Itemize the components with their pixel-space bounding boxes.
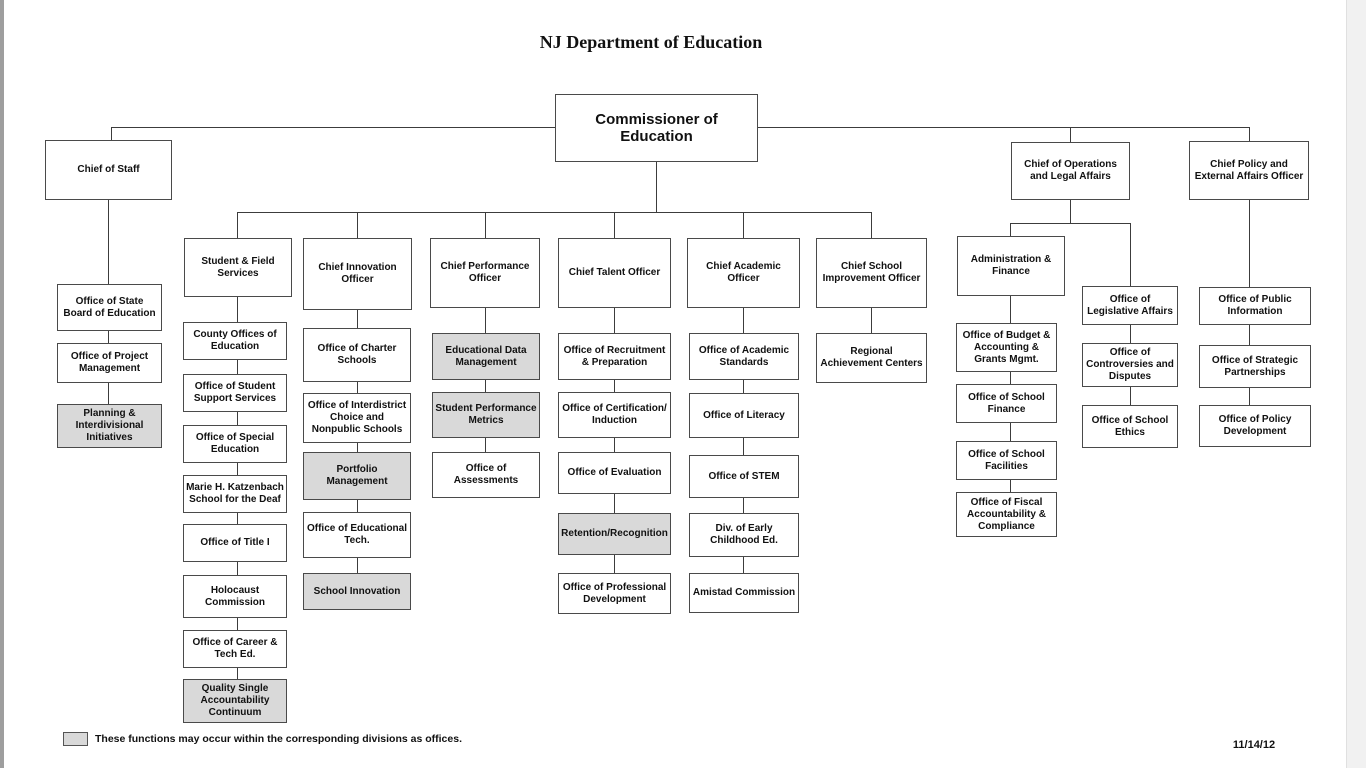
- connector-line: [1070, 200, 1071, 223]
- connector-line: [1010, 480, 1011, 492]
- org-box-school-ethics: Office of School Ethics: [1082, 405, 1178, 448]
- org-box-retention-recognition: Retention/Recognition: [558, 513, 671, 555]
- connector-line: [1010, 372, 1011, 384]
- org-box-career-tech: Office of Career & Tech Ed.: [183, 630, 287, 668]
- org-box-literacy: Office of Literacy: [689, 393, 799, 438]
- connector-line: [1010, 223, 1011, 236]
- connector-line: [743, 498, 744, 513]
- connector-line: [237, 668, 238, 679]
- org-box-legislative-affairs: Office of Legislative Affairs: [1082, 286, 1178, 325]
- org-box-fiscal-accountability: Office of Fiscal Accountability & Compliance: [956, 492, 1057, 537]
- connector-line: [743, 308, 744, 333]
- org-box-academic-standards: Office of Academic Standards: [689, 333, 799, 380]
- org-box-chief-innovation: Chief Innovation Officer: [303, 238, 412, 310]
- connector-line: [1249, 325, 1250, 345]
- org-box-early-childhood: Div. of Early Childhood Ed.: [689, 513, 799, 557]
- connector-line: [237, 618, 238, 630]
- connector-line: [108, 331, 109, 343]
- org-box-assessments: Office of Assessments: [432, 452, 540, 498]
- date-label: 11/14/12: [1232, 739, 1276, 751]
- connector-line: [614, 555, 615, 573]
- org-box-charter-schools: Office of Charter Schools: [303, 328, 411, 382]
- connector-line: [1249, 127, 1250, 141]
- connector-line: [1010, 423, 1011, 441]
- connector-line: [237, 562, 238, 575]
- connector-line: [237, 297, 238, 322]
- connector-line: [357, 310, 358, 328]
- connector-line: [743, 212, 744, 238]
- org-box-chief-school-improvement: Chief School Improvement Officer: [816, 238, 927, 308]
- connector-line: [237, 513, 238, 524]
- connector-line: [1010, 223, 1131, 224]
- legend-swatch: [63, 732, 88, 746]
- connector-line: [357, 558, 358, 573]
- org-box-commissioner: Commissioner of Education: [555, 94, 758, 162]
- connector-line: [237, 360, 238, 374]
- org-box-katzenbach-school: Marie H. Katzenbach School for the Deaf: [183, 475, 287, 513]
- connector-line: [871, 212, 872, 238]
- org-box-holocaust-commission: Holocaust Commission: [183, 575, 287, 618]
- connector-line: [108, 200, 109, 284]
- org-box-strategic-partnerships: Office of Strategic Partnerships: [1199, 345, 1311, 388]
- connector-line: [108, 383, 109, 404]
- connector-line: [237, 212, 872, 213]
- org-box-admin-finance: Administration & Finance: [957, 236, 1065, 296]
- connector-line: [1070, 127, 1071, 142]
- org-box-school-facilities: Office of School Facilities: [956, 441, 1057, 480]
- org-box-school-finance: Office of School Finance: [956, 384, 1057, 423]
- connector-line: [485, 212, 486, 238]
- org-box-project-management: Office of Project Management: [57, 343, 162, 383]
- connector-line: [357, 443, 358, 452]
- org-box-qsac: Quality Single Accountability Continuum: [183, 679, 287, 723]
- connector-line: [871, 308, 872, 333]
- org-box-student-field-services: Student & Field Services: [184, 238, 292, 297]
- connector-line: [1010, 296, 1011, 323]
- connector-line: [1249, 388, 1250, 405]
- connector-line: [111, 127, 112, 140]
- org-box-chief-of-staff: Chief of Staff: [45, 140, 172, 200]
- connector-line: [656, 162, 657, 212]
- org-box-controversies-disputes: Office of Controversies and Disputes: [1082, 343, 1178, 387]
- org-box-student-support: Office of Student Support Services: [183, 374, 287, 412]
- connector-line: [237, 212, 238, 238]
- org-box-interdistrict-choice: Office of Interdistrict Choice and Nonpublic Schools: [303, 393, 411, 443]
- legend-text: These functions may occur within the corresponding divisions as offices.: [95, 733, 462, 745]
- org-box-special-education: Office of Special Education: [183, 425, 287, 463]
- connector-line: [357, 500, 358, 512]
- org-box-chief-policy-external: Chief Policy and External Affairs Officer: [1189, 141, 1309, 200]
- org-box-budget-accounting: Office of Budget & Accounting & Grants Mgmt.: [956, 323, 1057, 372]
- connector-line: [743, 557, 744, 573]
- org-box-educational-tech: Office of Educational Tech.: [303, 512, 411, 558]
- connector-line: [485, 380, 486, 392]
- connector-line: [614, 494, 615, 513]
- connector-line: [614, 380, 615, 392]
- org-box-portfolio-management: Portfolio Management: [303, 452, 411, 500]
- org-box-student-performance-metrics: Student Performance Metrics: [432, 392, 540, 438]
- org-box-certification: Office of Certification/​Induction: [558, 392, 671, 438]
- org-box-chief-performance: Chief Performance Officer: [430, 238, 540, 308]
- org-box-chief-operations: Chief of Operations and Legal Affairs: [1011, 142, 1130, 200]
- org-box-regional-achievement: Regional Achievement Centers: [816, 333, 927, 383]
- left-edge-strip: [0, 0, 4, 768]
- org-box-recruitment: Office of Recruitment & Preparation: [558, 333, 671, 380]
- connector-line: [614, 212, 615, 238]
- connector-line: [1130, 387, 1131, 405]
- connector-line: [357, 212, 358, 238]
- org-box-school-innovation: School Innovation: [303, 573, 411, 610]
- org-box-chief-academic: Chief Academic Officer: [687, 238, 800, 308]
- org-box-public-information: Office of Public Information: [1199, 287, 1311, 325]
- org-box-amistad-commission: Amistad Commission: [689, 573, 799, 613]
- connector-line: [1130, 325, 1131, 343]
- connector-line: [614, 438, 615, 452]
- connector-line: [614, 308, 615, 333]
- org-box-policy-development: Office of Policy Development: [1199, 405, 1311, 447]
- connector-line: [357, 382, 358, 393]
- connector-line: [1130, 223, 1131, 286]
- page-title: NJ Department of Education: [539, 32, 763, 52]
- connector-line: [237, 463, 238, 475]
- org-box-chief-talent: Chief Talent Officer: [558, 238, 671, 308]
- org-box-county-offices: County Offices of Education: [183, 322, 287, 360]
- vertical-scrollbar[interactable]: [1346, 0, 1366, 768]
- org-box-professional-development: Office of Professional Development: [558, 573, 671, 614]
- org-box-evaluation: Office of Evaluation: [558, 452, 671, 494]
- connector-line: [485, 308, 486, 333]
- org-box-stem: Office of STEM: [689, 455, 799, 498]
- org-box-title-i: Office of Title I: [183, 524, 287, 562]
- connector-line: [485, 438, 486, 452]
- connector-line: [743, 380, 744, 393]
- connector-line: [1249, 200, 1250, 287]
- connector-line: [743, 438, 744, 455]
- org-box-educational-data: Educational Data Management: [432, 333, 540, 380]
- org-box-state-board: Office of State Board of Education: [57, 284, 162, 331]
- org-box-planning-interdivisional: Planning & Interdivisional Initiatives: [57, 404, 162, 448]
- connector-line: [237, 412, 238, 425]
